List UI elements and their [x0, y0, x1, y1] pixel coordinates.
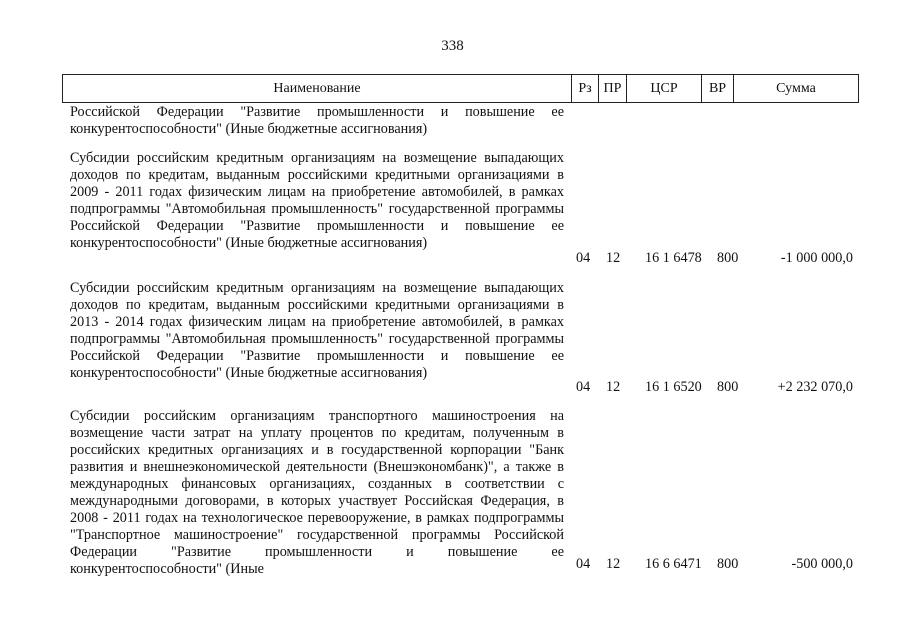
row-csr: 16 1 6520 [645, 379, 702, 395]
header-vr: ВР [701, 75, 733, 102]
row-pr: 12 [606, 379, 621, 395]
row-pr: 12 [606, 250, 621, 266]
header-sum: Сумма [733, 75, 858, 102]
header-rz: Рз [571, 75, 598, 102]
header-name: Наименование [273, 80, 361, 96]
page-number: 338 [441, 38, 464, 54]
table-header [62, 74, 859, 103]
row-csr: 16 1 6478 [645, 250, 702, 266]
row-name: Субсидии российским организациям транспортного машиностроения на возмещение части затрат на уплату процентов по кредитам, полученным в российских кредитных организациях и в государственной корпорации "Банк развития и внешнеэкономической деятельности (Внешэкономбанк)", а также в международных финансовых организациях, созданных в соответствии с международными договорами, в которых участвует Российская Федерация, в 2008 - 2011 годах на технологическое перевооружение, в рамках подпрограммы "Транспортное машиностроение" государственной программы Российской Федерации "Развитие промышленности и повышение ее конкурентоспособности" (Иные [70, 408, 564, 577]
row-name: Субсидии российским кредитным организациям на возмещение выпадающих доходов по кредитам, выданным российскими кредитными организациями в 2009 - 2011 годах физическим лицам на приобретение автомобилей, в рамках подпрограммы "Автомобильная промышленность" государственной программы Российской Федерации "Развитие промышленности и повышение ее конкурентоспособности" (Иные бюджетные ассигнования) [70, 150, 564, 251]
row-sum: +2 232 070,0 [777, 379, 853, 395]
row-vr: 800 [717, 556, 739, 572]
row-vr: 800 [717, 250, 739, 266]
row-rz: 04 [576, 250, 591, 266]
row-rz: 04 [576, 379, 591, 395]
header-csr: ЦСР [626, 75, 701, 102]
row-pr: 12 [606, 556, 621, 572]
row-csr: 16 6 6471 [645, 556, 702, 572]
row-sum: -500 000,0 [791, 556, 853, 572]
row-sum: -1 000 000,0 [780, 250, 853, 266]
row-vr: 800 [717, 379, 739, 395]
row-rz: 04 [576, 556, 591, 572]
row-name: Субсидии российским кредитным организациям на возмещение выпадающих доходов по кредитам, выданным российскими кредитными организациями в 2013 - 2014 годах физическим лицам на приобретение автомобилей, в рамках подпрограммы "Автомобильная промышленность" государственной программы Российской Федерации "Развитие промышленности и повышение ее конкурентоспособности" (Иные бюджетные ассигнования) [70, 280, 564, 381]
header-pr: ПР [598, 75, 626, 102]
row-name: Российской Федерации "Развитие промышленности и повышение ее конкурентоспособности" (Иные бюджетные ассигнования) [70, 104, 564, 137]
